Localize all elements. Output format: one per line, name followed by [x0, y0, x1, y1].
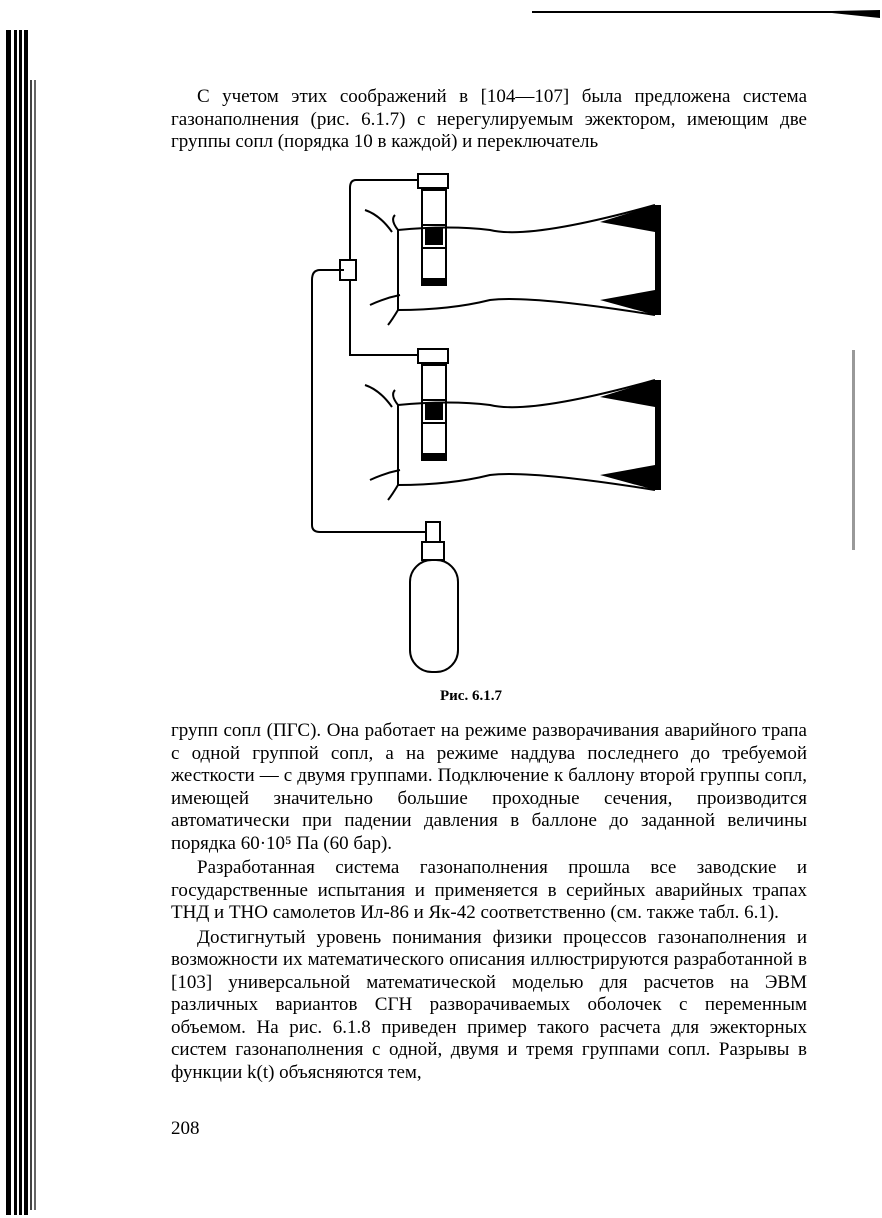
paragraph-1: групп сопл (ПГС). Она работает на режиме разворачивания аварийного трапа с одной группой сопл, а на режиме наддува последнего до требуемой жесткости — с двумя группами. Подключение к баллону второй группы сопл, имеющей значительно большие проходные сечения, производится автоматически при падении давления в баллоне до заданной величины порядка 60·10⁵ Па (60 бар). — [171, 720, 807, 854]
figure-caption: Рис. 6.1.7 — [440, 688, 502, 704]
page-number: 208 — [171, 1118, 200, 1139]
gas-cylinder — [410, 522, 458, 672]
supply-pipe — [350, 180, 418, 260]
scan-binding-edge — [6, 30, 28, 1215]
top-paragraph — [171, 86, 807, 154]
paragraph-2: Разработанная система газонаполнения прошла все заводские и государственные испытания и применяется в серийных аварийных трапах ТНД и ТНО самолетов Ил-86 и Як-42 соответственно (см. также табл. 6.1). — [171, 857, 807, 923]
paragraph-3: Достигнутый уровень понимания физики процессов газонаполнения и возможности их математического описания иллюстрируются разработанной в [103] универсальной математической моделью для расчетов на ЭВМ различных вариантов СГН разворачиваемых оболочек с переменным объемом. На рис. 6.1.8 приведен пример такого расчета для эжекторных систем газонаполнения с одной, двумя и тремя группами сопл. Разрывы в функции k(t) объясняются тем, — [171, 926, 807, 1083]
paragraph-intro: С учетом этих соображений в [104—107] была предложена система газонаполнения (рис. 6.1.7) с нерегулируемым эжектором, имеющим две группы сопл (порядка 10 в каждой) и переключатель — [171, 86, 807, 152]
ejector-system-diagram — [300, 170, 670, 680]
scan-binding-shadow — [30, 80, 36, 1210]
scan-right-mark — [852, 350, 855, 550]
body-text — [171, 720, 807, 1084]
scan-top-rule — [532, 8, 880, 18]
